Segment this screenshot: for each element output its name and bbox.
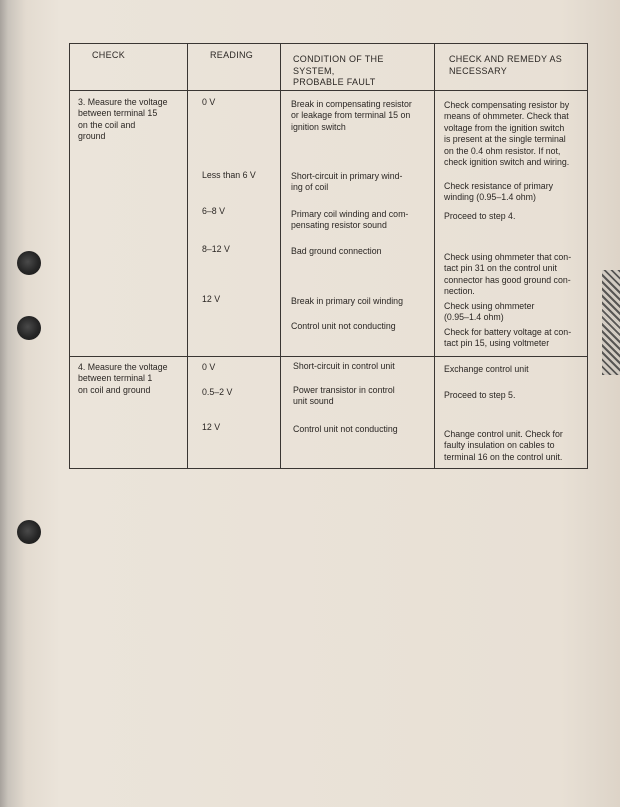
binder-hole-top xyxy=(17,251,41,275)
table-row-step4 xyxy=(70,357,588,469)
step3-reading-0v: 0 V xyxy=(202,97,216,107)
step3-remedy-cell xyxy=(435,91,588,357)
step3-condition-4: Bad ground connection xyxy=(291,246,382,256)
binder-hole-bottom xyxy=(17,520,41,544)
step3-check: 3. Measure the voltage between terminal 15 on the coil and ground xyxy=(78,97,168,142)
step3-remedy-1: Check compensating resistor by means of ohmmeter. Check that voltage from the ignition switch is present at the single terminal on the 0.4 ohm resistor. If not, check ignition switch and wiring. xyxy=(444,100,570,168)
step4-remedy-2: Proceed to step 5. xyxy=(444,390,516,400)
step3-remedy-5: Check using ohmmeter (0.95–1.4 ohm) xyxy=(444,301,535,323)
header-condition: CONDITION OF THE SYSTEM, PROBABLE FAULT xyxy=(281,44,435,91)
header-check: CHECK xyxy=(70,44,188,91)
step4-check-cell xyxy=(70,357,188,469)
step4-remedy-cell xyxy=(435,357,588,469)
step4-reading-12v: 12 V xyxy=(202,422,221,432)
binding-edge xyxy=(602,270,620,375)
step4-check: 4. Measure the voltage between terminal 1 on coil and ground xyxy=(78,362,168,395)
step4-reading-0v: 0 V xyxy=(202,362,216,372)
step3-condition-1: Break in compensating resistor or leakage from terminal 15 on ignition switch xyxy=(291,99,412,132)
step3-condition-3: Primary coil winding and com- pensating resistor sound xyxy=(291,209,409,231)
step4-remedy-1: Exchange control unit xyxy=(444,364,529,374)
step3-remedy-3: Proceed to step 4. xyxy=(444,211,516,221)
step4-reading-0.5-2v: 0.5–2 V xyxy=(202,387,233,397)
step4-condition-3: Control unit not conducting xyxy=(293,424,398,434)
header-remedy: CHECK AND REMEDY AS NECESSARY xyxy=(435,44,588,91)
step4-remedy-3: Change control unit. Check for faulty insulation on cables to terminal 16 on the control unit. xyxy=(444,429,563,462)
ignition-check-table xyxy=(69,43,588,469)
step3-reading-cell xyxy=(188,91,281,357)
step3-remedy-6: Check for battery voltage at con- tact pin 15, using voltmeter xyxy=(444,327,572,349)
step3-reading-12v: 12 V xyxy=(202,294,221,304)
step3-condition-6: Control unit not conducting xyxy=(291,321,396,331)
step3-remedy-4: Check using ohmmeter that con- tact pin 31 on the control unit connector has good ground con- nection. xyxy=(444,252,572,297)
step4-condition-2: Power transistor in control unit sound xyxy=(293,385,395,407)
header-reading: READING xyxy=(188,44,281,91)
step3-condition-2: Short-circuit in primary wind- ing of coil xyxy=(291,171,403,193)
step3-reading-lt6v: Less than 6 V xyxy=(202,170,256,180)
step3-condition-cell xyxy=(281,91,435,357)
binder-hole-middle xyxy=(17,316,41,340)
step4-reading-cell xyxy=(188,357,281,469)
step3-reading-6-8v: 6–8 V xyxy=(202,206,225,216)
table-header-row xyxy=(70,44,588,91)
step3-reading-8-12v: 8–12 V xyxy=(202,244,230,254)
step3-remedy-2: Check resistance of primary winding (0.95–1.4 ohm) xyxy=(444,181,554,203)
step3-condition-5: Break in primary coil winding xyxy=(291,296,403,306)
table-row-step3 xyxy=(70,91,588,357)
step3-check-cell xyxy=(70,91,188,357)
step4-condition-1: Short-circuit in control unit xyxy=(293,361,395,371)
step4-condition-cell xyxy=(281,357,435,469)
